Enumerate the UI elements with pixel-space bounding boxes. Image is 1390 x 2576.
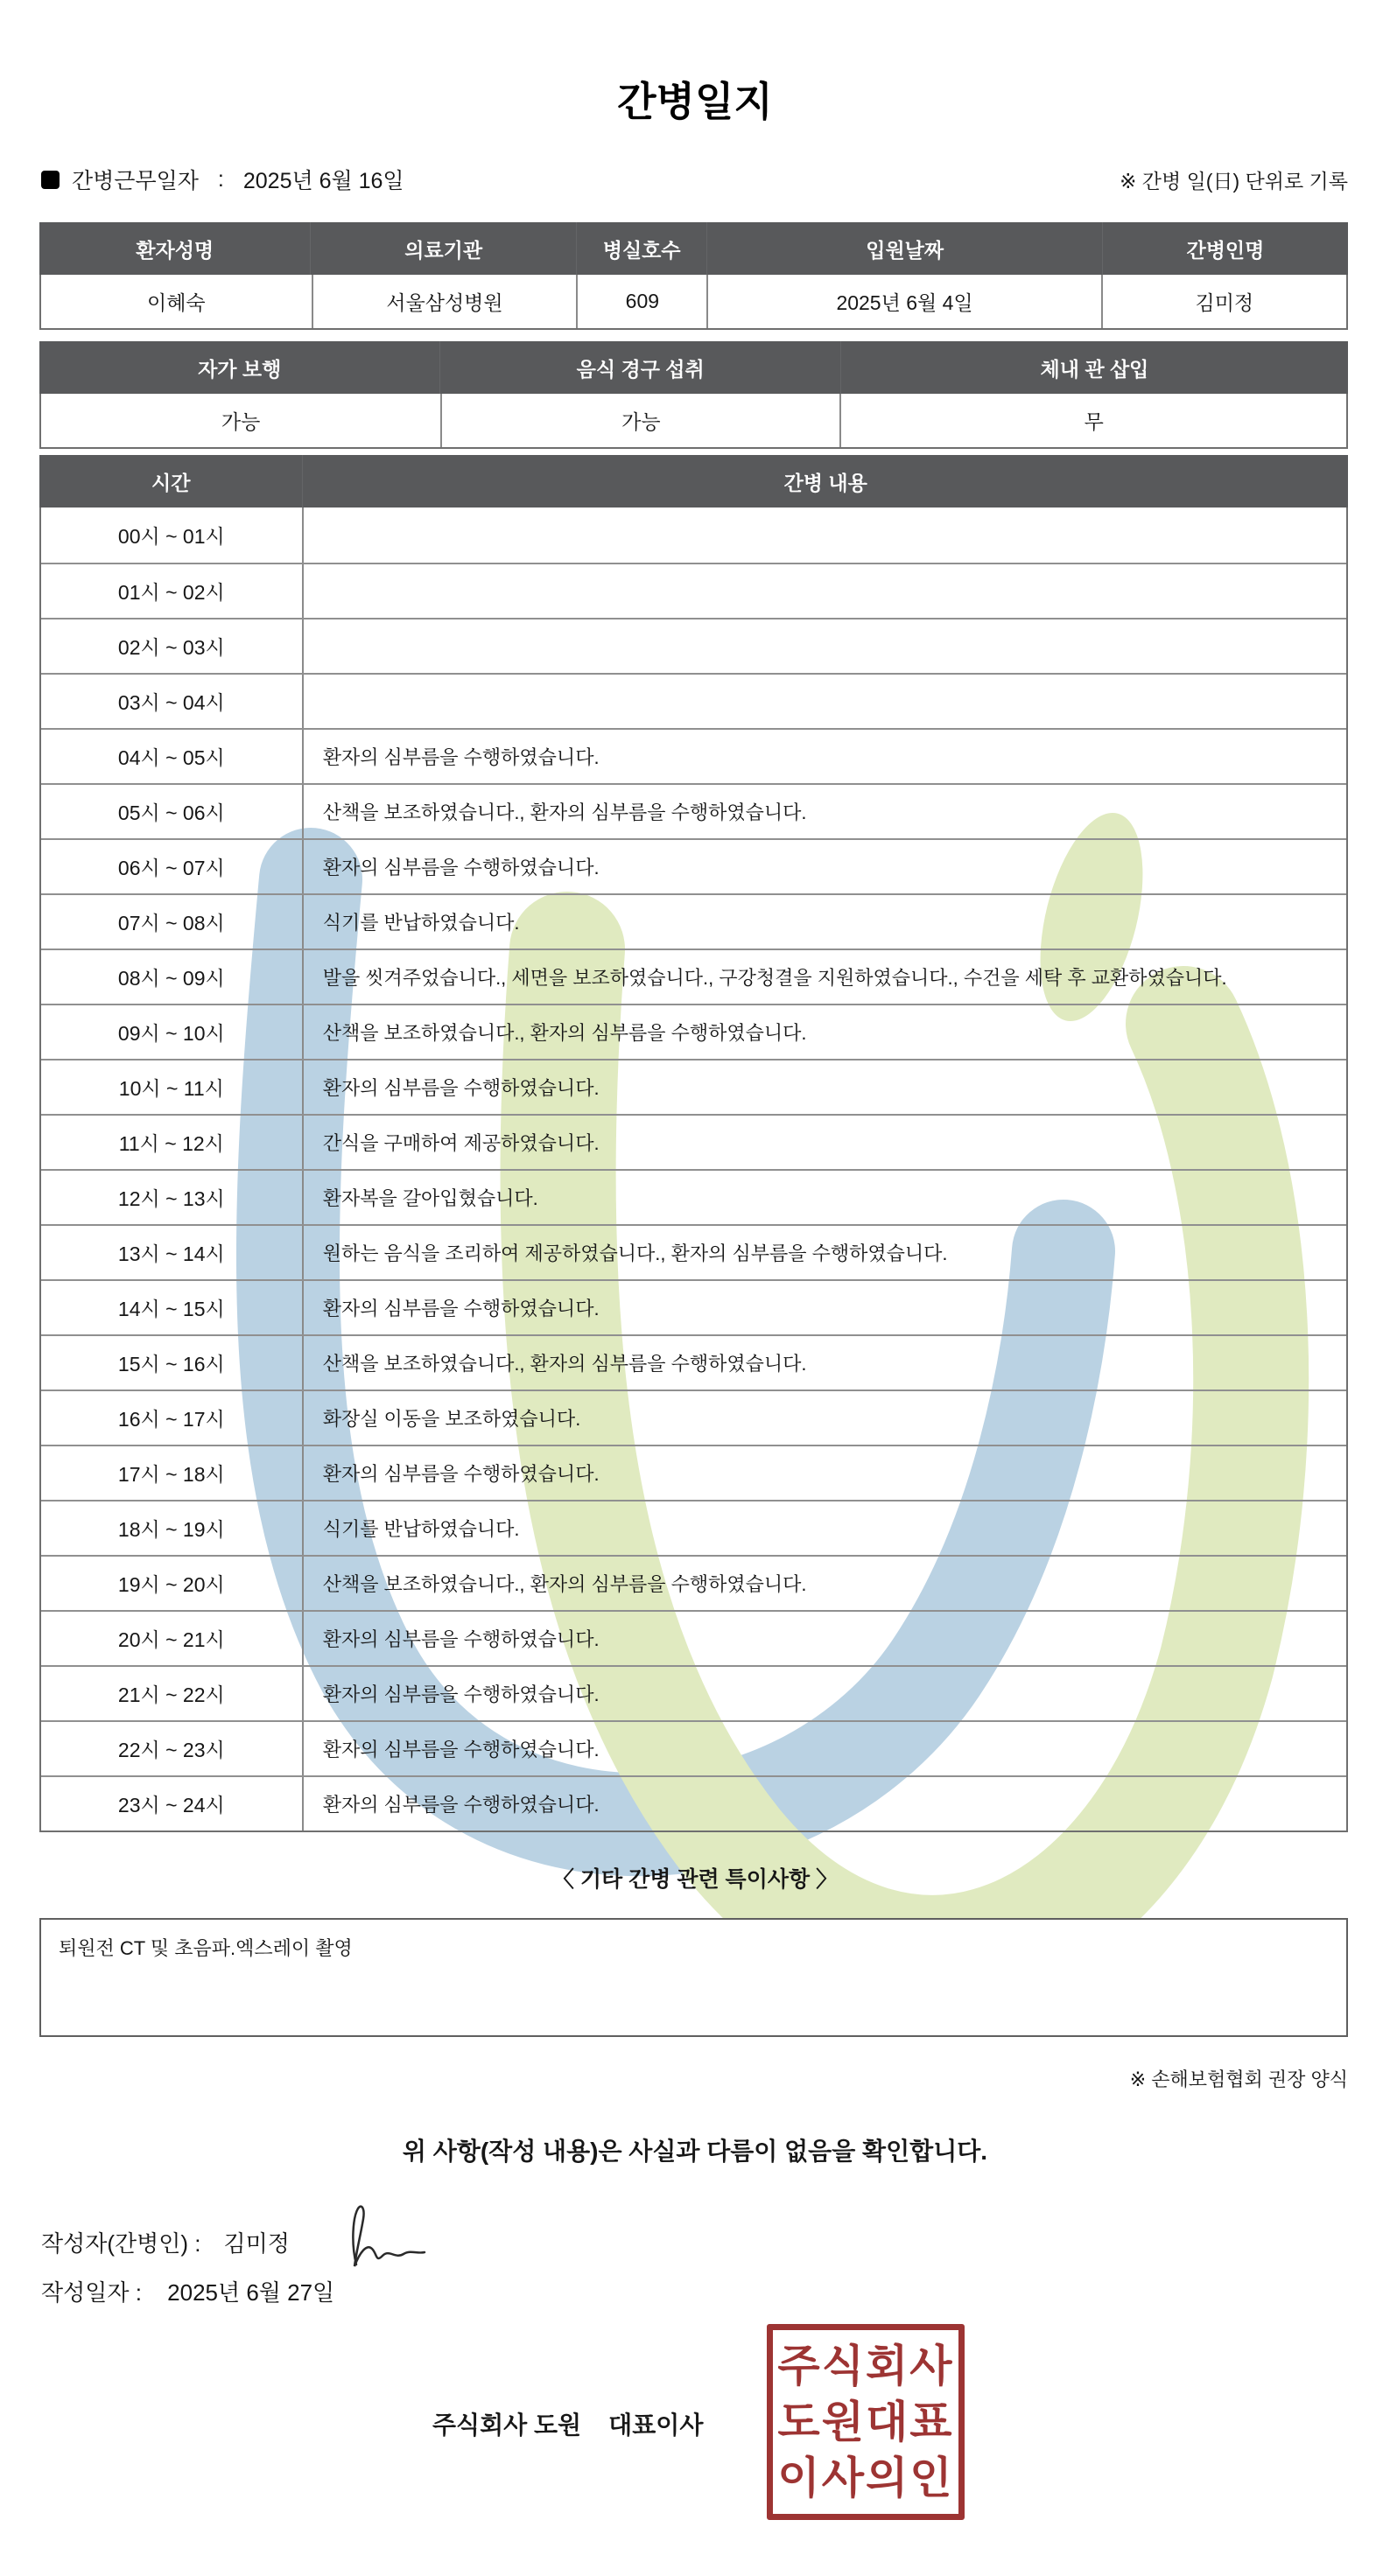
time-cell: 19시 ~ 20시: [41, 1557, 304, 1610]
time-cell: 06시 ~ 07시: [41, 840, 304, 893]
company-seal-stamp: [767, 2324, 965, 2520]
content-cell: 원하는 음식을 조리하여 제공하였습니다., 환자의 심부름을 수행하였습니다.: [322, 1242, 948, 1264]
patient-info-value-row: [39, 275, 1348, 330]
meta-row: [41, 164, 1348, 194]
time-cell: 15시 ~ 16시: [41, 1336, 304, 1390]
written-date-value: 2025년 6월 27일: [167, 2279, 335, 2306]
notes-content: 퇴원전 CT 및 초음파.엑스레이 촬영: [59, 1937, 353, 1959]
time-cell: 03시 ~ 04시: [41, 675, 304, 728]
content-cell: 환자의 심부름을 수행하였습니다.: [322, 1684, 600, 1705]
table-row: [41, 1334, 1346, 1390]
content-cell: 환자의 심부름을 수행하였습니다.: [322, 1077, 600, 1099]
table-row: [41, 618, 1346, 673]
work-date-separator: :: [217, 166, 224, 192]
written-date-line: [41, 2275, 334, 2307]
time-cell: 01시 ~ 02시: [41, 564, 304, 618]
page-title: 간병일지: [617, 79, 773, 124]
table-row: [41, 948, 1346, 1004]
hourly-header-content: 간병 내용: [302, 455, 1348, 508]
content-cell: 산책을 보조하였습니다., 환자의 심부름을 수행하였습니다.: [322, 802, 807, 823]
status-header-cell: 자가 보행: [198, 357, 282, 381]
written-date-label: 작성일자 :: [41, 2279, 142, 2306]
content-cell: 산책을 보조하였습니다., 환자의 심부름을 수행하였습니다.: [322, 1573, 807, 1595]
time-cell: 17시 ~ 18시: [41, 1446, 304, 1500]
signature-stroke: [340, 2202, 454, 2272]
time-cell: 18시 ~ 19시: [41, 1502, 304, 1555]
table-row: [41, 1610, 1346, 1665]
content-cell: 환자의 심부름을 수행하였습니다.: [322, 1794, 600, 1816]
table-row: [41, 1500, 1346, 1555]
patient-header-cell: 병실호수: [576, 222, 707, 275]
patient-header-cell: 간병인명: [1102, 222, 1348, 275]
patient-value-cell: 김미정: [1101, 275, 1346, 328]
time-cell: 23시 ~ 24시: [41, 1777, 304, 1830]
table-row: [41, 673, 1346, 728]
patient-info-header-row: [39, 222, 1348, 275]
content-cell: 식기를 반납하였습니다.: [322, 1518, 520, 1540]
patient-header-cell: 환자성명: [136, 238, 214, 262]
time-cell: 00시 ~ 01시: [41, 508, 304, 563]
table-row: [41, 1004, 1346, 1059]
table-row: [41, 728, 1346, 783]
company-ceo-line: 주식회사 도원 대표이사: [432, 2412, 704, 2439]
time-cell: 10시 ~ 11시: [41, 1060, 304, 1114]
work-date-value: 2025년 6월 16일: [242, 169, 404, 193]
table-row: [41, 838, 1346, 893]
table-row: [41, 1279, 1346, 1334]
content-cell: 산책을 보조하였습니다., 환자의 심부름을 수행하였습니다.: [322, 1353, 807, 1375]
time-cell: 20시 ~ 21시: [41, 1612, 304, 1665]
patient-header-cell: 의료기관: [310, 222, 575, 275]
square-bullet-icon: [41, 171, 60, 189]
content-cell: 발을 씻겨주었습니다., 세면을 보조하였습니다., 구강청결을 지원하였습니다., 수건을 세탁 후 교환하였습니다.: [322, 967, 1227, 989]
content-cell: [304, 620, 1346, 673]
patient-header-cell: 입원날짜: [706, 222, 1101, 275]
content-cell: [304, 564, 1346, 618]
time-cell: 04시 ~ 05시: [41, 730, 304, 783]
patient-status-header-row: [39, 341, 1348, 394]
time-cell: 05시 ~ 06시: [41, 785, 304, 838]
work-date-line: [41, 164, 404, 195]
content-cell: 환자의 심부름을 수행하였습니다.: [322, 1298, 600, 1320]
patient-value-cell: 609: [576, 275, 706, 328]
unit-note: ※ 간병 일(日) 단위로 기록: [1120, 169, 1348, 192]
patient-status-value-row: [39, 394, 1348, 449]
author-name: 김미정: [223, 2230, 290, 2257]
stamp-line: 이사의인: [777, 2454, 954, 2502]
time-cell: 16시 ~ 17시: [41, 1391, 304, 1445]
author-label: 작성자(간병인) :: [41, 2230, 201, 2257]
stamp-line: 주식회사: [777, 2342, 954, 2390]
table-row: [41, 1445, 1346, 1500]
table-row: [41, 1775, 1346, 1830]
status-value-cell: 무: [839, 394, 1346, 447]
time-cell: 22시 ~ 23시: [41, 1722, 304, 1775]
time-cell: 09시 ~ 10시: [41, 1005, 304, 1059]
content-cell: [304, 508, 1346, 563]
status-header-cell: 체내 관 삽입: [840, 341, 1348, 394]
patient-info-table: [39, 222, 1348, 330]
table-row: [41, 1390, 1346, 1445]
content-cell: 간식을 구매하여 제공하였습니다.: [322, 1132, 600, 1154]
content-cell: [304, 675, 1346, 728]
content-cell: 화장실 이동을 보조하였습니다.: [322, 1408, 581, 1430]
status-value-cell: 가능: [440, 394, 839, 447]
work-date-label: 간병근무일자: [72, 169, 199, 193]
table-row: [41, 1059, 1346, 1114]
notes-section-title: 〈 기타 간병 관련 특이사항 〉: [551, 1867, 839, 1892]
form-note: ※ 손해보험협회 권장 양식: [1129, 2068, 1348, 2090]
time-cell: 14시 ~ 15시: [41, 1281, 304, 1334]
time-cell: 13시 ~ 14시: [41, 1226, 304, 1279]
time-cell: 21시 ~ 22시: [41, 1667, 304, 1720]
content-cell: 환자의 심부름을 수행하였습니다.: [322, 1463, 600, 1485]
patient-value-cell: 이혜숙: [146, 291, 206, 314]
table-row: [41, 1114, 1346, 1169]
status-value-cell: 가능: [221, 410, 261, 433]
content-cell: 환자의 심부름을 수행하였습니다.: [322, 746, 600, 768]
time-cell: 02시 ~ 03시: [41, 620, 304, 673]
time-cell: 07시 ~ 08시: [41, 895, 304, 948]
table-row: [41, 1720, 1346, 1775]
patient-value-cell: 2025년 6월 4일: [706, 275, 1100, 328]
time-cell: 08시 ~ 09시: [41, 950, 304, 1004]
time-cell: 11시 ~ 12시: [41, 1116, 304, 1169]
hourly-log-rows: [39, 508, 1348, 1832]
hourly-log-header-row: [39, 455, 1348, 508]
table-row: [41, 783, 1346, 838]
content-cell: 환자의 심부름을 수행하였습니다.: [322, 1739, 600, 1760]
table-row: [41, 1224, 1346, 1279]
content-cell: 식기를 반납하였습니다.: [322, 912, 520, 934]
status-header-cell: 음식 경구 섭취: [439, 341, 839, 394]
content-cell: 환자의 심부름을 수행하였습니다.: [322, 857, 600, 878]
confirmation-statement: 위 사항(작성 내용)은 사실과 다름이 없음을 확인합니다.: [402, 2138, 988, 2165]
author-line: [41, 2212, 454, 2272]
notes-box: [39, 1918, 1348, 2037]
hourly-header-time: 시간: [151, 471, 191, 494]
patient-value-cell: 서울삼성병원: [312, 275, 577, 328]
table-row: [41, 1555, 1346, 1610]
patient-status-table: [39, 341, 1348, 449]
table-row: [41, 1169, 1346, 1224]
table-row: [41, 508, 1346, 563]
time-cell: 12시 ~ 13시: [41, 1171, 304, 1224]
stamp-line: 도원대표: [777, 2398, 954, 2446]
content-cell: 환자의 심부름을 수행하였습니다.: [322, 1628, 600, 1650]
hourly-log-table: [39, 455, 1348, 1832]
table-row: [41, 1665, 1346, 1720]
table-row: [41, 893, 1346, 948]
table-row: [41, 563, 1346, 618]
content-cell: 환자복을 갈아입혔습니다.: [322, 1187, 538, 1209]
content-cell: 산책을 보조하였습니다., 환자의 심부름을 수행하였습니다.: [322, 1022, 807, 1044]
